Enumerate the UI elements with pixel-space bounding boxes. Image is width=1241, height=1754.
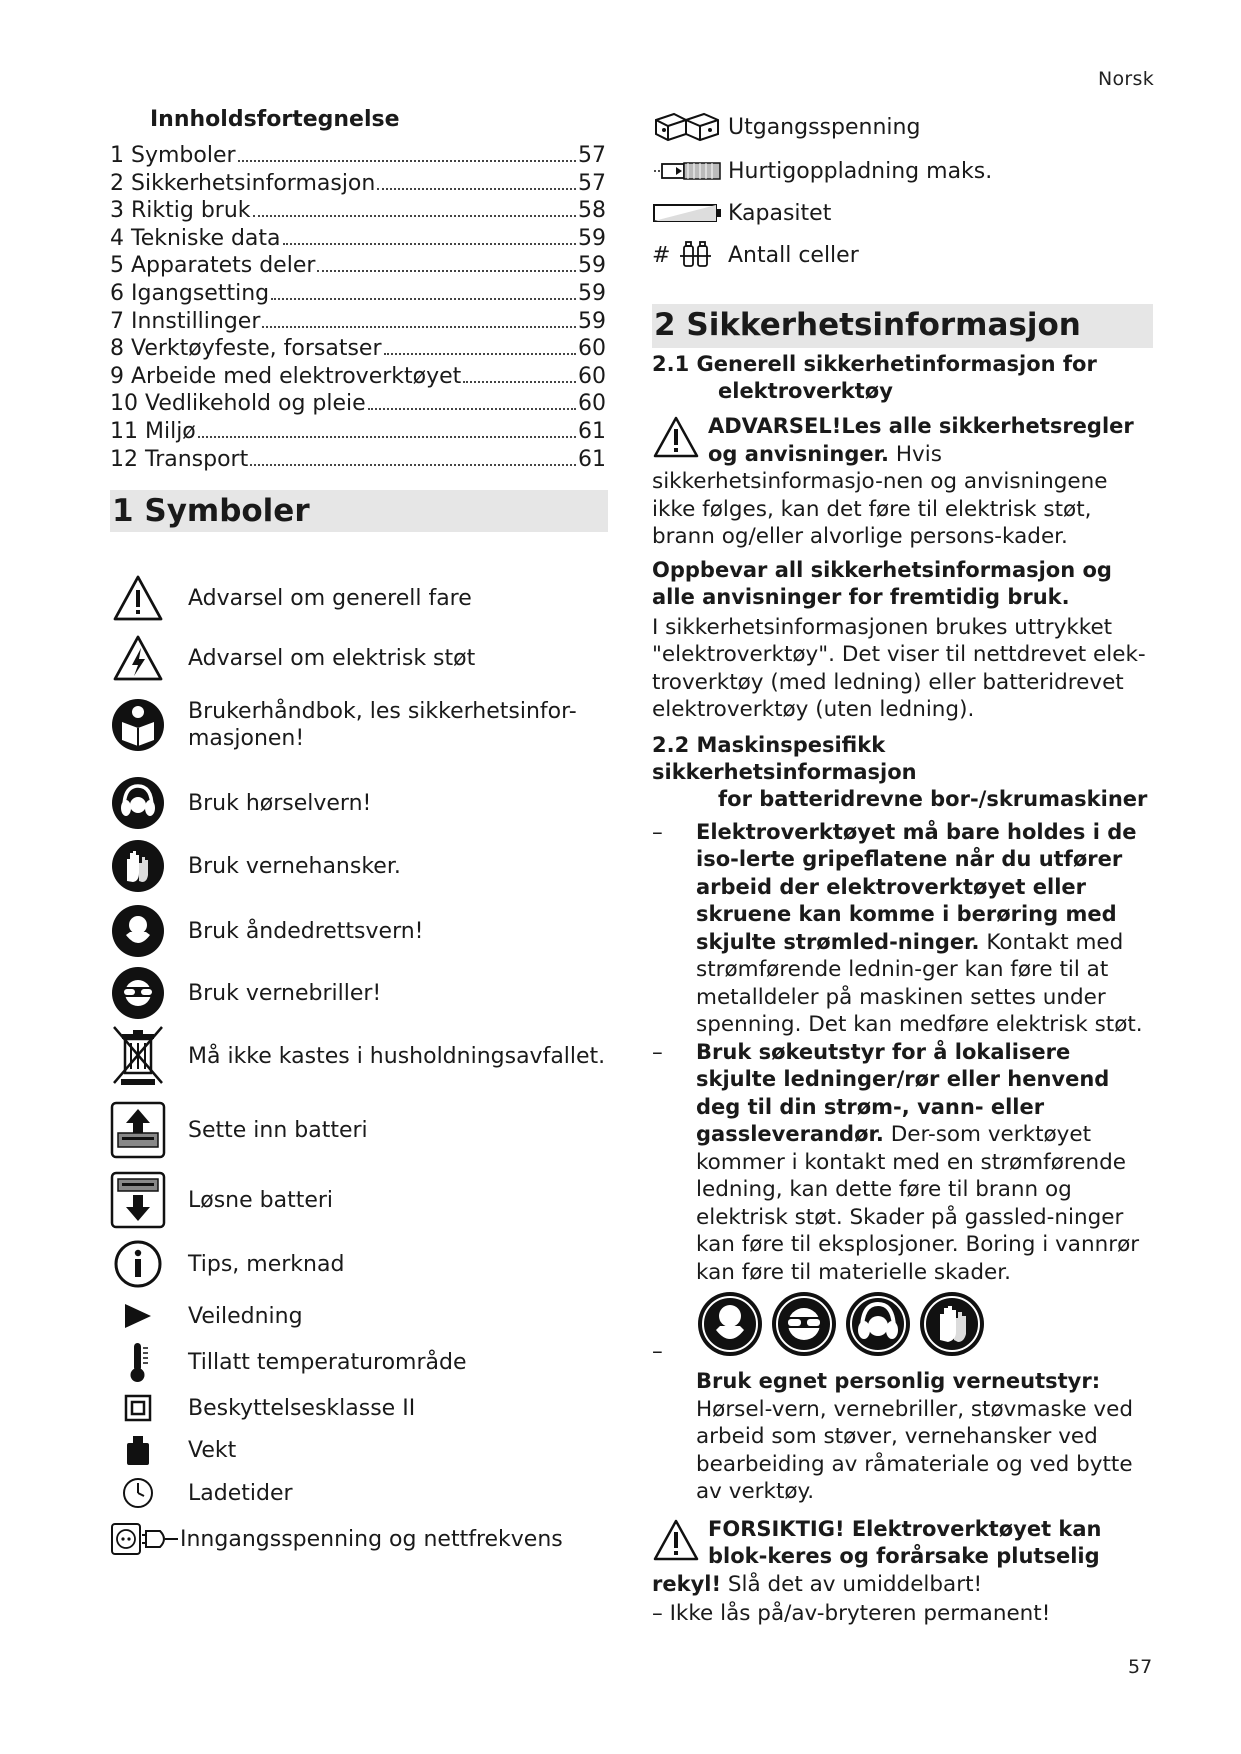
symbols-heading: 1 Symboler	[110, 490, 608, 532]
left-column	[110, 100, 615, 1552]
symbol-description: Bruk vernehansker.	[188, 853, 401, 879]
battery-symbol-row	[652, 110, 920, 144]
respirator-icon	[110, 903, 166, 959]
symbol-description: Må ikke kastes i husholdningsavfallet.	[188, 1043, 606, 1069]
toc-entry-page: 57	[578, 170, 606, 196]
toc-entry-page: 61	[578, 446, 606, 472]
section-2-2-title	[652, 732, 1157, 813]
caution-triangle-icon	[652, 1518, 700, 1562]
safety-item-hidden-wires	[652, 819, 1157, 1039]
toc-entry-page: 57	[578, 143, 606, 168]
toc-entry-page: 59	[578, 308, 606, 334]
page-language: Norsk	[1098, 68, 1155, 90]
battery-symbol-description: Hurtigoppladning maks.	[728, 158, 993, 184]
gloves-icon	[918, 1290, 986, 1358]
symbol-row	[110, 570, 472, 626]
symbol-description: Inngangsspenning og nettfrekvens	[180, 1526, 563, 1552]
toc-entry-label: 12 Transport	[110, 446, 249, 472]
symbol-row	[110, 1102, 368, 1158]
fast-charge-icon	[652, 154, 728, 188]
symbol-row	[110, 1028, 605, 1084]
toc-entry-page: 59	[578, 225, 606, 251]
battery-symbol-description: Utgangsspenning	[728, 114, 921, 140]
toc-entry-page: 59	[578, 253, 606, 279]
toc-leader-dots	[368, 408, 576, 410]
toc-leader-dots	[198, 436, 576, 438]
ear-protection-icon	[844, 1290, 912, 1358]
toc-entry-page: 61	[578, 418, 606, 444]
insert-battery-icon	[110, 1102, 166, 1158]
toc-entry	[110, 446, 606, 474]
toc-entry-label: 4 Tekniske data	[110, 225, 281, 251]
list-dash: –	[652, 1039, 663, 1065]
toc-entry-label: 11 Miljø	[110, 418, 196, 444]
warning-bold-text: ADVARSEL!Les alle sikkerhetsregler og anvisninger.	[708, 414, 1134, 466]
symbol-description: Tillatt temperaturområde	[188, 1349, 467, 1375]
read-manual-icon	[110, 697, 166, 753]
battery-symbol-description: Antall celler	[728, 242, 859, 268]
section-2-2-title-line2: for batteridrevne bor-/skrumaskiner	[718, 786, 1148, 811]
toc-entry	[110, 390, 606, 418]
toc-leader-dots	[283, 243, 576, 245]
symbol-description: Bruk vernebriller!	[188, 980, 382, 1006]
toc-entry-label: 8 Verktøyfeste, forsatser	[110, 336, 382, 362]
symbol-row	[110, 903, 424, 959]
toc-leader-dots	[384, 353, 576, 355]
toc-entry	[110, 363, 606, 391]
list-dash: –	[652, 1339, 663, 1364]
symbol-description: Ladetider	[188, 1480, 293, 1506]
symbol-description: Vekt	[188, 1437, 237, 1463]
safety-item-2-bold: Bruk søkeutstyr for å lokalisere skjulte ledninger/rør eller henvend deg til din strøm-, vann- eller gassleverandør.	[696, 1039, 1110, 1146]
symbol-description: Advarsel om generell fare	[188, 585, 472, 611]
toc-title: Innholdsfortegnelse	[150, 107, 400, 132]
symbol-row	[110, 838, 401, 894]
toc-entry-label: 2 Sikkerhetsinformasjon	[110, 170, 376, 196]
safety-item-2-text: Der-som verktøyet kommer i kontakt med en strømførende ledning, kan dette føre til brann og elektrisk støt. Skader på gassled-ninger kan føre til eksplosjoner. Boring i vannrør kan føre til materielle skader.	[696, 1122, 1140, 1285]
battery-symbol-row	[652, 238, 859, 272]
cell-count-icon	[652, 238, 728, 272]
electric-shock-warning-icon	[110, 630, 166, 686]
symbol-description: Veiledning	[188, 1303, 303, 1329]
section-2-1-title-line1: 2.1 Generell sikkerhetinformasjon for	[652, 352, 1097, 376]
toc-entry	[110, 280, 606, 308]
safety-item-1-text: Kontakt med strømførende lednin-ger kan føre til at metalldeler på maskinen settes under spenning. Det kan medføre elektrisk støt.	[696, 929, 1143, 1037]
symbol-description: Beskyttelsesklasse II	[188, 1395, 416, 1421]
term-definition-text: I sikkerhetsinformasjonen brukes uttrykket "elektroverktøy". Det viser til nettdrevet elek-troverktøy (med ledning) eller batteridrevet elektroverktøy (uten ledning).	[652, 614, 1146, 722]
symbol-description: Løsne batteri	[188, 1187, 334, 1213]
toc-entry-label: 10 Vedlikehold og pleie	[110, 391, 366, 417]
capacity-icon	[652, 196, 728, 230]
toc-entry	[110, 308, 606, 336]
toc-entry-page: 59	[578, 280, 606, 306]
battery-symbol-row	[652, 154, 992, 188]
section-2-1	[652, 351, 1157, 1628]
ppe-bold-text: Bruk egnet personlig verneutstyr:	[696, 1369, 1101, 1393]
toc-entry-page: 58	[578, 198, 606, 224]
warning-paragraph	[652, 413, 1157, 551]
caution-bold-text: FORSIKTIG! Elektroverktøyet kan blok-keres og forårsake plutselig rekyl!	[652, 1516, 1102, 1596]
ppe-text: Hørsel-vern, vernebriller, støvmaske ved arbeid som støver, vernehansker ved bearbeiding av råmateriale og ved bytte av verktøy.	[696, 1396, 1134, 1504]
output-voltage-icon	[652, 110, 728, 144]
symbol-row	[110, 1172, 333, 1228]
info-icon	[110, 1236, 166, 1292]
toc-leader-dots	[238, 160, 576, 162]
symbol-row	[110, 775, 371, 831]
release-battery-icon	[110, 1172, 166, 1228]
symbol-description: Advarsel om elektrisk støt	[188, 645, 476, 671]
caution-text: Slå det av umiddelbart!	[721, 1571, 983, 1597]
toc-entry	[110, 170, 606, 198]
section-2-1-title	[652, 351, 1157, 405]
safety-item-switch-lock: – Ikke lås på/av-bryteren permanent!	[652, 1601, 1051, 1626]
page-number: 57	[1128, 1656, 1153, 1678]
symbol-row	[110, 1236, 344, 1292]
toc-entry-label: 1 Symboler	[110, 143, 236, 168]
toc-entry-label: 5 Apparatets deler	[110, 253, 316, 279]
toc-entry-page: 60	[578, 336, 606, 362]
toc-leader-dots	[253, 215, 576, 217]
toc-entry	[110, 418, 606, 446]
ppe-icons	[696, 1290, 1157, 1358]
symbol-description: Bruk åndedrettsvern!	[188, 918, 424, 944]
crossed-bin-icon	[110, 1028, 166, 1084]
toc-leader-dots	[262, 326, 576, 328]
toc-entry-label: 7 Innstillinger	[110, 308, 261, 334]
toc-entry	[110, 197, 606, 225]
symbol-row	[110, 1511, 563, 1567]
section-2-2-title-line1: 2.2 Maskinspesifikk sikkerhetsinformasjon	[652, 732, 917, 784]
symbol-row	[110, 697, 577, 753]
toc-entry-label: 6 Igangsetting	[110, 280, 270, 306]
toc-entry-label: 9 Arbeide med elektroverktøyet	[110, 363, 462, 389]
respirator-icon	[696, 1290, 764, 1358]
toc-leader-dots	[317, 270, 576, 272]
warning-text: Hvis sikkerhetsinformasjo-nen og anvisningene ikke følges, kan det føre til elektrisk støt, brann og/eller alvorlige persons-kader.	[652, 441, 1108, 549]
cell-count-hash: #	[652, 242, 671, 268]
safety-heading: 2 Sikkerhetsinformasjon	[652, 304, 1153, 348]
safety-item-ppe	[652, 1290, 1157, 1506]
input-voltage-icon	[110, 1511, 180, 1567]
safety-goggles-icon	[770, 1290, 838, 1358]
caution-paragraph	[652, 1516, 1157, 1599]
list-dash: –	[652, 819, 663, 845]
battery-symbol-description: Kapasitet	[728, 200, 832, 226]
symbol-description: Brukerhåndbok, les sikkerhetsinfor- masjonen!	[188, 699, 577, 751]
toc-entry-page: 60	[578, 391, 606, 417]
symbol-row	[110, 965, 381, 1021]
toc-entry-label: 3 Riktig bruk	[110, 198, 251, 224]
safety-goggles-icon	[110, 965, 166, 1021]
toc-entry	[110, 252, 606, 280]
general-warning-icon	[110, 570, 166, 626]
warning-triangle-icon	[652, 415, 700, 459]
toc-leader-dots	[250, 464, 576, 466]
toc-leader-dots	[463, 381, 576, 383]
section-2-1-title-line2: elektroverktøy	[718, 379, 893, 403]
toc-entry	[110, 225, 606, 253]
symbol-description: Tips, merknad	[188, 1251, 345, 1277]
safety-item-detectors	[652, 1039, 1157, 1287]
gloves-icon	[110, 838, 166, 894]
toc-entry	[110, 142, 606, 170]
ear-protection-icon	[110, 775, 166, 831]
toc-leader-dots	[271, 298, 576, 300]
safety-item-1-bold: Elektroverktøyet må bare holdes i de iso-lerte gripeflatene når du utfører arbeid der elektroverktøyet eller skruene kan komme i berøring med skjulte strømled-ninger.	[696, 819, 1137, 954]
toc-entry-page: 60	[578, 363, 606, 389]
symbol-description: Sette inn batteri	[188, 1117, 368, 1143]
table-of-contents	[110, 142, 615, 473]
symbol-row	[110, 630, 475, 686]
keep-instructions-text: Oppbevar all sikkerhetsinformasjon og alle anvisninger for fremtidig bruk.	[652, 557, 1112, 609]
toc-leader-dots	[377, 188, 576, 190]
toc-entry	[110, 335, 606, 363]
battery-symbol-row	[652, 196, 831, 230]
symbol-description: Bruk hørselvern!	[188, 790, 372, 816]
